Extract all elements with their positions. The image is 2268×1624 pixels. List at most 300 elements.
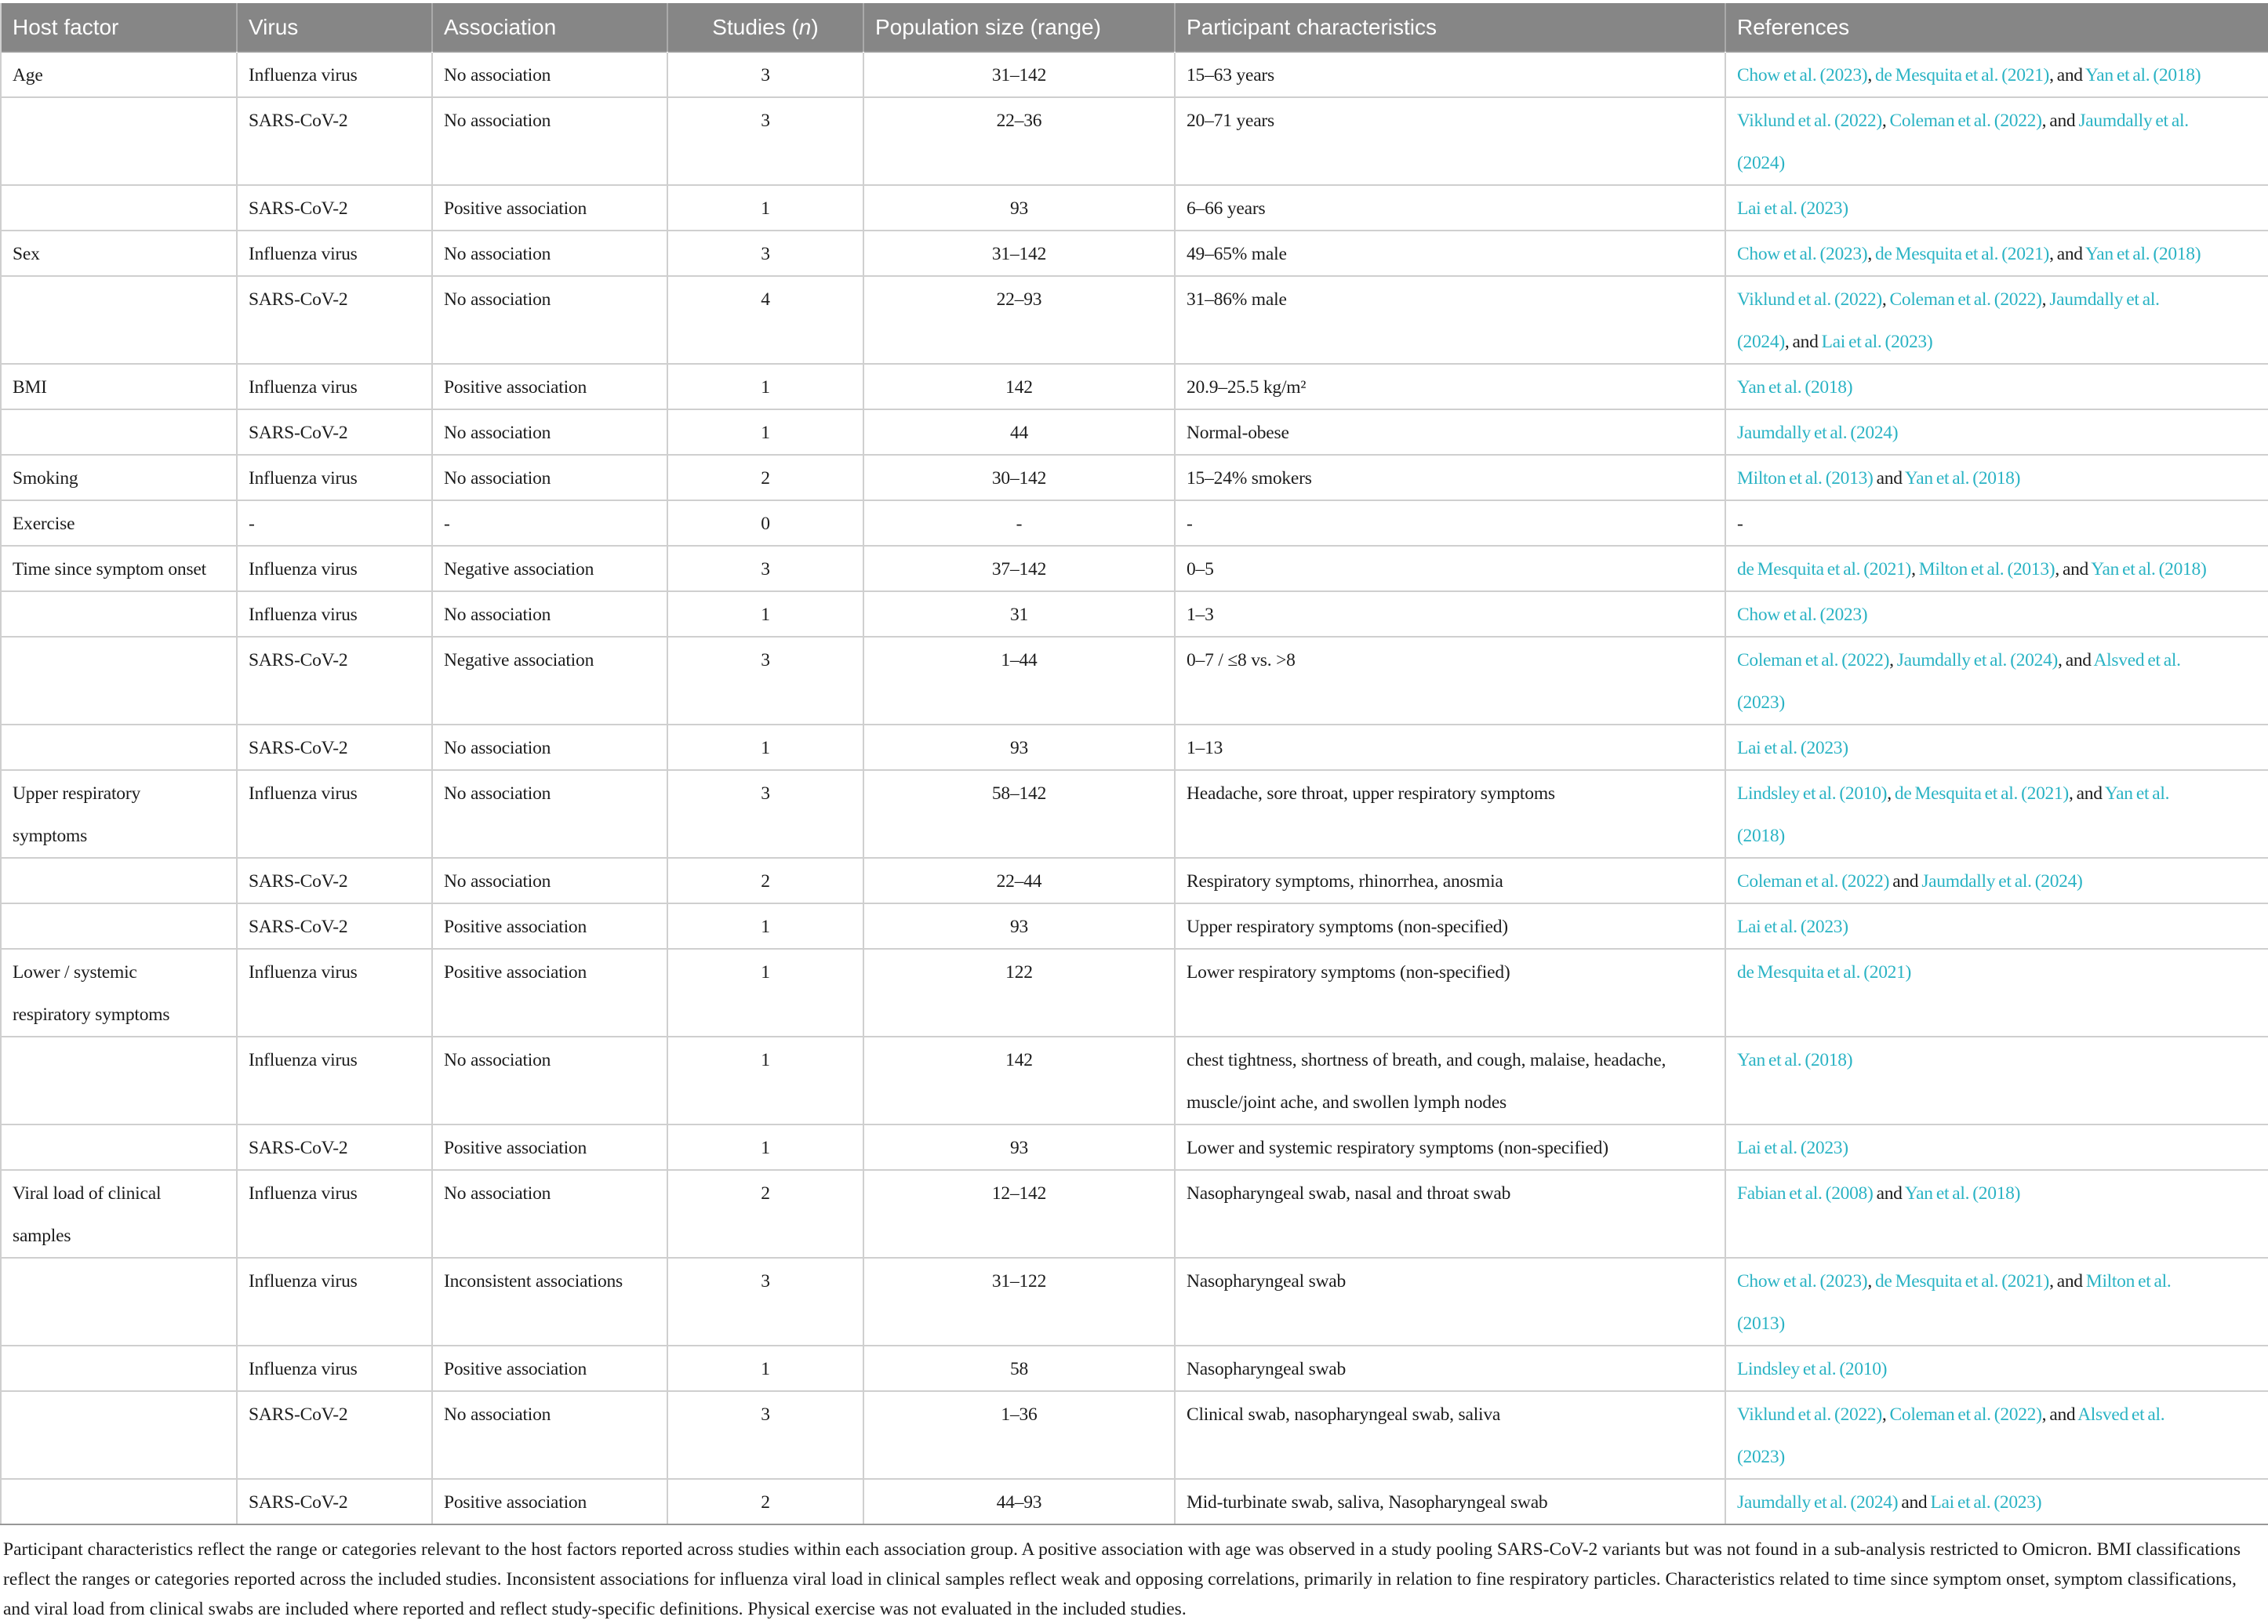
cell-studies — [667, 1479, 863, 1524]
cell-studies — [667, 637, 863, 725]
cell-studies — [667, 725, 863, 770]
reference-text: , — [1889, 650, 1897, 670]
reference-text: , and — [1784, 332, 1822, 352]
reference-line — [1737, 1127, 2262, 1169]
cell-line: SARS-CoV-2 — [249, 198, 348, 219]
reference-line — [1737, 1039, 2262, 1081]
reference-line — [1737, 906, 2262, 948]
cell-population-size — [863, 185, 1175, 231]
reference-link[interactable]: Lai et al. (2023) — [1821, 332, 1933, 352]
cell-line: 2 — [761, 871, 770, 892]
reference-line — [1737, 1436, 2262, 1478]
cell-studies — [667, 1170, 863, 1258]
reference-line — [1737, 1172, 2262, 1215]
cell-references — [1725, 770, 2268, 858]
cell-line: Influenza virus — [249, 65, 358, 85]
cell-host-factor — [1, 546, 237, 591]
cell-line: 12–142 — [991, 1183, 1047, 1204]
reference-text: , and — [2041, 1404, 2078, 1425]
cell-references — [1725, 1346, 2268, 1391]
reference-link[interactable]: Yan et al. (2018) — [1737, 377, 1853, 398]
cell-population-size — [863, 725, 1175, 770]
cell-line: respiratory symptoms — [13, 1005, 170, 1025]
table-row — [1, 725, 2268, 770]
cell-references — [1725, 949, 2268, 1037]
reference-text: , — [2041, 289, 2050, 310]
cell-line: Lower and systemic respiratory symptoms (non-specified) — [1187, 1138, 1608, 1158]
cell-line: 1 — [761, 738, 770, 758]
cell-line: Inconsistent associations — [444, 1271, 623, 1292]
table-row — [1, 97, 2268, 185]
cell-references — [1725, 231, 2268, 276]
reference-link[interactable]: Chow et al. (2023) — [1737, 65, 1868, 85]
reference-text: and — [1873, 1183, 1905, 1204]
cell-line: 58–142 — [991, 783, 1047, 804]
cell-population-size — [863, 52, 1175, 97]
reference-link[interactable]: Chow et al. (2023) — [1737, 605, 1868, 625]
cell-references — [1725, 725, 2268, 770]
cell-line: Lower / systemic — [13, 962, 137, 983]
cell-line: 3 — [761, 1404, 770, 1425]
studies-header-prefix: Studies ( — [712, 14, 799, 39]
reference-link[interactable]: Jaumdally et al. (2024) — [1921, 871, 2083, 892]
cell-line: No association — [444, 738, 551, 758]
table-row — [1, 903, 2268, 949]
cell-line: 1 — [761, 917, 770, 937]
cell-virus — [237, 1391, 432, 1479]
table-header — [1, 3, 2268, 52]
table-row — [1, 637, 2268, 725]
cell-references — [1725, 903, 2268, 949]
reference-text: and — [1873, 468, 1905, 489]
cell-characteristics — [1175, 231, 1725, 276]
cell-virus — [237, 1479, 432, 1524]
cell-line: 93 — [1009, 198, 1029, 219]
cell-association — [432, 1124, 667, 1170]
cell-virus — [237, 770, 432, 858]
cell-line: 3 — [761, 111, 770, 131]
cell-line: Positive association — [444, 1359, 587, 1379]
cell-line: Time since symptom onset — [13, 559, 206, 579]
reference-line — [1737, 457, 2262, 500]
reference-link[interactable]: Yan et al. (2018) — [2084, 65, 2201, 85]
reference-link[interactable]: (2024) — [1737, 332, 1785, 352]
cell-line: 15–63 years — [1187, 65, 1275, 85]
cell-studies — [667, 1037, 863, 1124]
cell-studies — [667, 591, 863, 637]
cell-host-factor — [1, 1391, 237, 1479]
reference-link[interactable]: Lai et al. (2023) — [1930, 1492, 2042, 1513]
cell-association — [432, 546, 667, 591]
cell-characteristics — [1175, 1346, 1725, 1391]
reference-text: , — [1881, 111, 1890, 131]
cell-line: 22–36 — [996, 111, 1042, 131]
cell-line: 20–71 years — [1187, 111, 1275, 131]
cell-population-size — [863, 949, 1175, 1037]
reference-line — [1737, 772, 2262, 815]
reference-link[interactable]: Jaumdally et al. (2024) — [1737, 1492, 1899, 1513]
cell-virus — [237, 949, 432, 1037]
reference-text: , — [1867, 244, 1875, 264]
cell-association — [432, 1170, 667, 1258]
cell-line: 3 — [761, 783, 770, 804]
reference-link[interactable]: de Mesquita et al. (2021) — [1874, 244, 2050, 264]
cell-association — [432, 1037, 667, 1124]
cell-line: Viral load of clinical — [13, 1183, 162, 1204]
cell-association — [432, 97, 667, 185]
cell-studies — [667, 1391, 863, 1479]
reference-link[interactable]: Viklund et al. (2022) — [1737, 111, 1882, 131]
table-row — [1, 1170, 2268, 1258]
table-row — [1, 1258, 2268, 1346]
reference-link[interactable]: Yan et al. — [2104, 783, 2170, 804]
cell-line: 1 — [761, 1050, 770, 1070]
cell-characteristics — [1175, 1479, 1725, 1524]
cell-association — [432, 949, 667, 1037]
cell-line: No association — [444, 605, 551, 625]
cell-line: Age — [13, 65, 43, 85]
cell-virus — [237, 1258, 432, 1346]
cell-virus — [237, 231, 432, 276]
reference-text: , — [1881, 1404, 1890, 1425]
cell-characteristics — [1175, 1170, 1725, 1258]
cell-line: Normal-obese — [1187, 423, 1289, 443]
col-header-association: Association — [432, 3, 667, 52]
cell-line: Influenza virus — [249, 1183, 358, 1204]
reference-link[interactable]: Jaumdally et al. — [2078, 111, 2189, 131]
cell-characteristics — [1175, 1391, 1725, 1479]
reference-link[interactable]: Coleman et al. (2022) — [1737, 871, 1890, 892]
cell-association — [432, 231, 667, 276]
reference-text: , and — [2049, 1271, 2086, 1292]
reference-line — [1737, 639, 2262, 681]
cell-line: Respiratory symptoms, rhinorrhea, anosmia — [1187, 871, 1503, 892]
cell-virus — [237, 546, 432, 591]
cell-studies — [667, 1258, 863, 1346]
reference-link[interactable]: Coleman et al. (2022) — [1889, 1404, 2042, 1425]
cell-references — [1725, 276, 2268, 364]
reference-text: - — [1737, 514, 1743, 534]
cell-line: Lower respiratory symptoms (non-specified) — [1187, 962, 1510, 983]
cell-line: Negative association — [444, 650, 594, 670]
reference-text: , — [1867, 65, 1875, 85]
col-header-host-factor: Host factor — [1, 3, 237, 52]
reference-link[interactable]: Jaumdally et al. (2024) — [1737, 423, 1899, 443]
cell-line: - — [249, 514, 255, 534]
cell-characteristics — [1175, 52, 1725, 97]
cell-host-factor — [1, 185, 237, 231]
studies-header-suffix: ) — [811, 14, 819, 39]
cell-virus — [237, 276, 432, 364]
reference-line — [1737, 233, 2262, 275]
cell-references — [1725, 97, 2268, 185]
cell-line: 44–93 — [996, 1492, 1042, 1513]
cell-line: 3 — [761, 65, 770, 85]
cell-line: 58 — [1009, 1359, 1029, 1379]
table-footnote: Participant characteristics reflect the range or categories relevant to the host factors reported across studies within each association group. A positive association with age was observed in a study pooling SARS-CoV-2 variants but was not found in a sub-analysis restricted to Omicron. BMI classifications reflect the ranges or categories reported across the included studies. Inconsistent associations for influenza viral load in clinical samples reflect weak and opposing correlations, primarily in relation to fine respiratory particles. Characteristics related to time since symptom onset, symptom classifications, and viral load from clinical swabs are included where reported and reflect study-specific definitions. Physical exercise was not evaluated in the included studies. — [3, 1539, 2241, 1619]
cell-line: Positive association — [444, 1492, 587, 1513]
col-header-virus: Virus — [237, 3, 432, 52]
reference-line — [1737, 503, 2262, 545]
reference-link[interactable]: Fabian et al. (2008) — [1737, 1183, 1874, 1204]
cell-references — [1725, 1124, 2268, 1170]
cell-studies — [667, 858, 863, 903]
col-header-studies — [667, 3, 863, 52]
cell-line: Nasopharyngeal swab — [1187, 1271, 1347, 1292]
cell-line: 0–7 / ≤8 vs. >8 — [1187, 650, 1296, 670]
cell-host-factor — [1, 364, 237, 409]
cell-characteristics — [1175, 770, 1725, 858]
cell-references — [1725, 546, 2268, 591]
cell-virus — [237, 903, 432, 949]
cell-population-size — [863, 455, 1175, 500]
cell-host-factor — [1, 1479, 237, 1524]
reference-link[interactable]: Lindsley et al. (2010) — [1737, 783, 1888, 804]
cell-references — [1725, 1258, 2268, 1346]
cell-association — [432, 276, 667, 364]
reference-link[interactable]: Lai et al. (2023) — [1737, 738, 1848, 758]
table-row — [1, 591, 2268, 637]
table-row — [1, 858, 2268, 903]
cell-studies — [667, 770, 863, 858]
reference-link[interactable]: Chow et al. (2023) — [1737, 244, 1868, 264]
reference-link[interactable]: Lindsley et al. (2010) — [1737, 1359, 1888, 1379]
reference-link[interactable]: Yan et al. (2018) — [1737, 1050, 1853, 1070]
reference-link[interactable]: Jaumdally et al. — [2049, 289, 2160, 310]
cell-references — [1725, 637, 2268, 725]
cell-line: 1 — [761, 962, 770, 983]
cell-line: No association — [444, 1183, 551, 1204]
cell-virus — [237, 97, 432, 185]
cell-population-size — [863, 637, 1175, 725]
reference-link[interactable]: Milton et al. — [2085, 1271, 2172, 1292]
cell-studies — [667, 364, 863, 409]
cell-line: SARS-CoV-2 — [249, 917, 348, 937]
cell-studies — [667, 500, 863, 546]
reference-link[interactable]: Alsved et al. — [2077, 1404, 2165, 1425]
reference-link[interactable]: Jaumdally et al. (2024) — [1896, 650, 2059, 670]
cell-virus — [237, 455, 432, 500]
cell-line: No association — [444, 423, 551, 443]
table-row — [1, 364, 2268, 409]
cell-line: 1–44 — [1001, 650, 1038, 670]
cell-population-size — [863, 1258, 1175, 1346]
cell-line: Clinical swab, nasopharyngeal swab, saliva — [1187, 1404, 1501, 1425]
cell-population-size — [863, 903, 1175, 949]
cell-line: 2 — [761, 1492, 770, 1513]
reference-text: , and — [2068, 783, 2105, 804]
reference-link[interactable]: Yan et al. (2018) — [1904, 1183, 2021, 1204]
cell-line: 0 — [761, 514, 770, 534]
reference-link[interactable]: Lai et al. (2023) — [1737, 198, 1848, 219]
table-row — [1, 500, 2268, 546]
cell-line: Headache, sore throat, upper respiratory symptoms — [1187, 783, 1555, 804]
reference-link[interactable]: Milton et al. (2013) — [1737, 468, 1874, 489]
reference-link[interactable]: de Mesquita et al. (2021) — [1737, 962, 1912, 983]
reference-link[interactable]: de Mesquita et al. (2021) — [1874, 65, 2050, 85]
reference-text: , — [1881, 289, 1890, 310]
cell-association — [432, 185, 667, 231]
cell-line: 31 — [1009, 605, 1029, 625]
cell-references — [1725, 409, 2268, 455]
cell-population-size — [863, 1124, 1175, 1170]
cell-studies — [667, 1346, 863, 1391]
cell-association — [432, 455, 667, 500]
cell-line: Positive association — [444, 198, 587, 219]
table-row — [1, 770, 2268, 858]
cell-line: SARS-CoV-2 — [249, 1492, 348, 1513]
cell-line: 93 — [1009, 917, 1029, 937]
cell-line: Nasopharyngeal swab — [1187, 1359, 1347, 1379]
cell-line: No association — [444, 468, 551, 489]
cell-population-size — [863, 1346, 1175, 1391]
cell-studies — [667, 97, 863, 185]
cell-studies — [667, 546, 863, 591]
reference-line — [1737, 321, 2262, 363]
reference-link[interactable]: Chow et al. (2023) — [1737, 1271, 1868, 1292]
reference-link[interactable]: Viklund et al. (2022) — [1737, 1404, 1882, 1425]
reference-link[interactable]: Milton et al. (2013) — [1918, 559, 2055, 579]
cell-references — [1725, 1037, 2268, 1124]
reference-link[interactable]: (2013) — [1737, 1313, 1785, 1334]
cell-line: No association — [444, 111, 551, 131]
cell-characteristics — [1175, 903, 1725, 949]
reference-line — [1737, 815, 2262, 857]
table-row — [1, 409, 2268, 455]
cell-host-factor — [1, 231, 237, 276]
reference-line — [1737, 1348, 2262, 1390]
cell-host-factor — [1, 725, 237, 770]
reference-text: , — [1867, 1271, 1875, 1292]
cell-virus — [237, 725, 432, 770]
cell-line: Positive association — [444, 962, 587, 983]
cell-association — [432, 1391, 667, 1479]
cell-association — [432, 364, 667, 409]
reference-link[interactable]: Coleman et al. (2022) — [1737, 650, 1890, 670]
reference-line — [1737, 681, 2262, 724]
cell-line: BMI — [13, 377, 47, 398]
table-row — [1, 231, 2268, 276]
cell-population-size — [863, 1170, 1175, 1258]
reference-link[interactable]: Yan et al. (2018) — [1904, 468, 2021, 489]
cell-characteristics — [1175, 97, 1725, 185]
reference-link[interactable]: Lai et al. (2023) — [1737, 917, 1848, 937]
cell-characteristics — [1175, 364, 1725, 409]
cell-host-factor — [1, 276, 237, 364]
cell-population-size — [863, 500, 1175, 546]
reference-line — [1737, 100, 2262, 142]
cell-characteristics — [1175, 185, 1725, 231]
cell-virus — [237, 1037, 432, 1124]
reference-link[interactable]: Yan et al. (2018) — [2091, 559, 2207, 579]
cell-virus — [237, 1124, 432, 1170]
cell-host-factor — [1, 409, 237, 455]
cell-line: - — [1016, 514, 1023, 534]
reference-text: , — [1887, 783, 1895, 804]
cell-association — [432, 500, 667, 546]
cell-line: 30–142 — [991, 468, 1047, 489]
table-row — [1, 185, 2268, 231]
cell-line: 20.9–25.5 kg/m² — [1187, 377, 1307, 398]
cell-line: Mid-turbinate swab, saliva, Nasopharyngeal swab — [1187, 1492, 1548, 1513]
reference-link[interactable]: de Mesquita et al. (2021) — [1894, 783, 2069, 804]
cell-line: No association — [444, 1050, 551, 1070]
table-row — [1, 52, 2268, 97]
cell-virus — [237, 1346, 432, 1391]
cell-association — [432, 1346, 667, 1391]
cell-line: Influenza virus — [249, 468, 358, 489]
reference-text: , and — [2041, 111, 2079, 131]
reference-line — [1737, 951, 2262, 994]
reference-link[interactable]: Yan et al. (2018) — [2084, 244, 2201, 264]
cell-association — [432, 52, 667, 97]
cell-virus — [237, 500, 432, 546]
cell-line: SARS-CoV-2 — [249, 650, 348, 670]
cell-virus — [237, 185, 432, 231]
reference-link[interactable]: de Mesquita et al. (2021) — [1737, 559, 1912, 579]
reference-link[interactable]: (2023) — [1737, 692, 1785, 713]
cell-population-size — [863, 231, 1175, 276]
cell-line: 3 — [761, 1271, 770, 1292]
cell-studies — [667, 52, 863, 97]
reference-link[interactable]: Coleman et al. (2022) — [1889, 111, 2042, 131]
cell-line: 31–142 — [991, 65, 1047, 85]
reference-link[interactable]: (2023) — [1737, 1447, 1785, 1467]
cell-association — [432, 770, 667, 858]
cell-association — [432, 591, 667, 637]
cell-studies — [667, 409, 863, 455]
reference-line — [1737, 1393, 2262, 1436]
table-body — [1, 52, 2268, 1524]
cell-host-factor — [1, 52, 237, 97]
table-row — [1, 1124, 2268, 1170]
cell-line: Upper respiratory symptoms (non-specified) — [1187, 917, 1508, 937]
cell-characteristics — [1175, 409, 1725, 455]
reference-link[interactable]: Alsved et al. — [2093, 650, 2181, 670]
cell-association — [432, 1479, 667, 1524]
reference-link[interactable]: (2024) — [1737, 153, 1785, 173]
table-row — [1, 276, 2268, 364]
cell-characteristics — [1175, 725, 1725, 770]
cell-characteristics — [1175, 1258, 1725, 1346]
cell-line: Influenza virus — [249, 377, 358, 398]
reference-line — [1737, 548, 2262, 590]
reference-line — [1737, 594, 2262, 636]
studies-header-n-italic: n — [798, 14, 812, 39]
cell-line: Nasopharyngeal swab, nasal and throat swab — [1187, 1183, 1511, 1204]
cell-line: samples — [13, 1226, 71, 1246]
cell-line: Influenza virus — [249, 559, 358, 579]
cell-references — [1725, 455, 2268, 500]
reference-text: and — [1889, 871, 1922, 892]
table-row — [1, 1037, 2268, 1124]
reference-link[interactable]: Coleman et al. (2022) — [1889, 289, 2042, 310]
reference-link[interactable]: Viklund et al. (2022) — [1737, 289, 1882, 310]
cell-association — [432, 637, 667, 725]
reference-line — [1737, 1260, 2262, 1302]
cell-line: - — [444, 514, 450, 534]
reference-link[interactable]: de Mesquita et al. (2021) — [1874, 1271, 2050, 1292]
cell-line: Negative association — [444, 559, 594, 579]
cell-line: symptoms — [13, 826, 88, 846]
cell-studies — [667, 276, 863, 364]
reference-link[interactable]: Lai et al. (2023) — [1737, 1138, 1848, 1158]
table-row — [1, 1479, 2268, 1524]
reference-text: , and — [2049, 65, 2085, 85]
cell-association — [432, 858, 667, 903]
reference-link[interactable]: (2018) — [1737, 826, 1785, 846]
cell-population-size — [863, 1037, 1175, 1124]
